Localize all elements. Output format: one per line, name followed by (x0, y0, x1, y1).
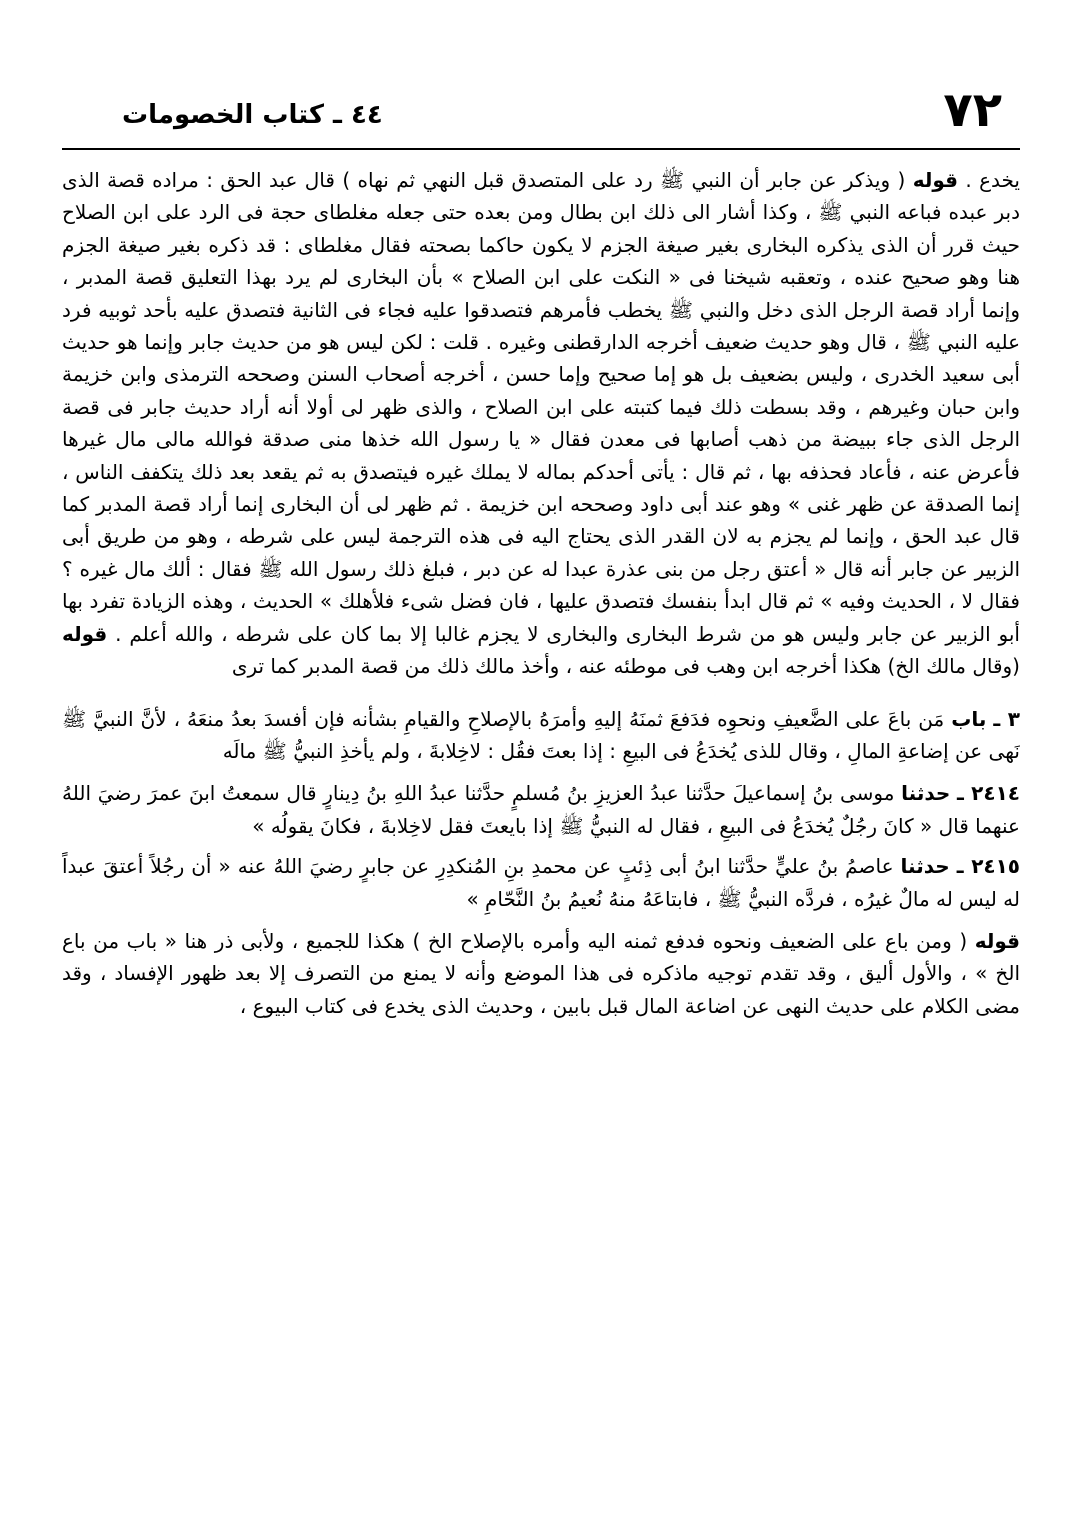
hadith-2415 (62, 850, 1020, 915)
hadith-number: ٢٤١٤ ـ (957, 781, 1020, 806)
chapter-heading (62, 703, 1020, 768)
book-page (62, 80, 1020, 1520)
running-title: ٤٤ ـ كتاب الخصومات (122, 100, 383, 130)
page-header (62, 80, 1020, 146)
hadith-text: موسى بنُ إسماعيلَ حدَّثنا عبدُ العزيزِ بنُ مُسلمٍ حدَّثنا عبدُ اللهِ بنُ دِينارٍ قال سمعتُ ابنَ عمرَ رضيَ اللهُ عنهما قال « كانَ رجُلٌ يُخدَعُ فى البيعِ ، فقال له النبيُّ ﷺ إذا بايعتَ فقل لاخِلابةَ ، فكانَ يقولُه » (62, 781, 1020, 838)
commentary-text-2: (وقال مالك الخ) هكذا أخرجه ابن وهب فى موطئه عنه ، وأخذ مالك ذلك من قصة المدبر كما ترى (231, 654, 1020, 679)
commentary-marker-2: قوله (62, 621, 108, 646)
commentary-lead: يخدع . (965, 168, 1020, 192)
hadith-marker: حدثنا (901, 781, 951, 806)
chapter-text: مَن باعَ على الضَّعيفِ ونحوِه فدَفعَ ثمنَهُ إليهِ وأمرَهُ بالإصلاحِ والقيامِ بشأنه فإن أفسدَ بعدُ منعَهُ ، لأنَّ النبيَّ ﷺ نَهى عن إضاعةِ المالِ ، وقال للذى يُخدَعُ فى البيعِ : إذا بعتَ فقُل : لاخِلابةَ ، ولم يأخذِ النبيُّ ﷺ مالَه (62, 706, 1020, 763)
commentary-text: ( ومن باع على الضعيف ونحوه فدفع ثمنه اليه وأمره بالإصلاح الخ ) هكذا للجميع ، ولأبى ذر هنا « باب من باع الخ » ، والأول أليق ، وقد تقدم توجيه ماذكره فى هذا الموضع وأنه لا يمنع من التصرف إلا بعد ظهور الإفساد ، وقد مضى الكلام على حديث النهى عن اضاعة المال قبل بابين ، وحديث الذى يخدع فى كتاب البيوع ، (62, 928, 1020, 1018)
page-body (62, 164, 1020, 1520)
header-divider (62, 148, 1020, 150)
commentary-paragraph (62, 164, 1020, 683)
commentary-text: ( ويذكر عن جابر أن النبي ﷺ رد على المتصدق قبل النهي ثم نهاه ) قال عبد الحق : مراده قصة الذى دبر عبده فباعه النبي ﷺ ، وكذا أشار الى ذلك ابن بطال ومن بعده حتى جعله مغلطاى حجة فى الرد على ابن الصلاح حيث قرر أن الذى يذكره البخارى بغير صيغة الجزم لا يكون حاكما بصحته فقال مغلطاى : قد ذكره بغير صيغة الجزم هنا وهو صحيح عنده ، وتعقبه شيخنا فى « النكت على ابن الصلاح » بأن البخارى لم يرد بهذا التعليق قصة المدبر ، وإنما أراد قصة الرجل الذى دخل والنبي ﷺ يخطب فأمرهم فتصدقوا عليه فجاء فى الثانية فتصدق عليه بأحد ثوبيه فرد عليه النبي ﷺ ، قال وهو حديث ضعيف أخرجه الدارقطنى وغيره . قلت : لكن ليس هو من حديث جابر وإنما هو حديث أبى سعيد الخدرى ، وليس بضعيف بل هو إما صحيح وإما حسن ، أخرجه أصحاب السنن وصححه الترمذى وابن خزيمة وابن حبان وغيرهم ، وقد بسطت ذلك فيما كتبته على ابن الصلاح ، والذى ظهر لى أولا أنه أراد حديث جابر فى قصة الرجل الذى جاء ببيضة من ذهب أصابها فى معدن فقال « يا رسول الله خذها منى صدقة فوالله مالى مال غيرها فأعرض عنه ، فأعاد فحذفه بها ، ثم قال : يأتى أحدكم بماله لا يملك غيره فيتصدق به ثم يقعد بعد ذلك يتكفف الناس ، إنما الصدقة عن ظهر غنى » وهو عند أبى داود وصححه ابن خزيمة . ثم ظهر لى أن البخارى إنما أراد قصة المدبر كما قال عبد الحق ، وإنما لم يجزم به لان القدر الذى يحتاج اليه فى هذه الترجمة ليس على شرطه ، وهو من طريق أبى الزبير عن جابر أنه قال « أعتق رجل من بنى عذرة عبدا له عن دبر ، فبلغ ذلك رسول الله ﷺ فقال : ألك مال غيره ؟ فقال لا ، الحديث وفيه » ثم قال ابدأ بنفسك فتصدق عليها ، فان فضل شىء فلأهلك » الحديث ، وهذه الزيادة تفرد بها أبو الزبير عن جابر وليس هو من شرط البخارى والبخارى لا يجزم غالبا إلا بما كان على شرطه ، والله أعلم . (62, 168, 1020, 646)
hadith-marker: حدثنا (900, 854, 950, 879)
chapter-marker: باب (951, 706, 987, 731)
commentary-marker: قوله (912, 168, 958, 192)
hadith-text: عاصمُ بنُ عليٍّ حدَّثنا ابنُ أبى ذِئبٍ عن محمدِ بنِ المُنكدِرِ عن جابرٍ رضيَ اللهُ عنه « أن رجُلاً أعتقَ عبداً له ليس له مالٌ غيرُه ، فردَّه النبيُّ ﷺ ، فابتاعَهُ منهُ نُعيمُ بنُ النَّحّامِ » (62, 854, 1020, 911)
commentary-paragraph-2 (62, 925, 1020, 1022)
hadith-2414 (62, 777, 1020, 842)
page-number: ٧٢ (943, 82, 1002, 138)
hadith-number: ٢٤١٥ ـ (956, 854, 1020, 879)
chapter-number: ٣ ـ (993, 706, 1020, 731)
commentary-marker: قوله (974, 928, 1020, 953)
